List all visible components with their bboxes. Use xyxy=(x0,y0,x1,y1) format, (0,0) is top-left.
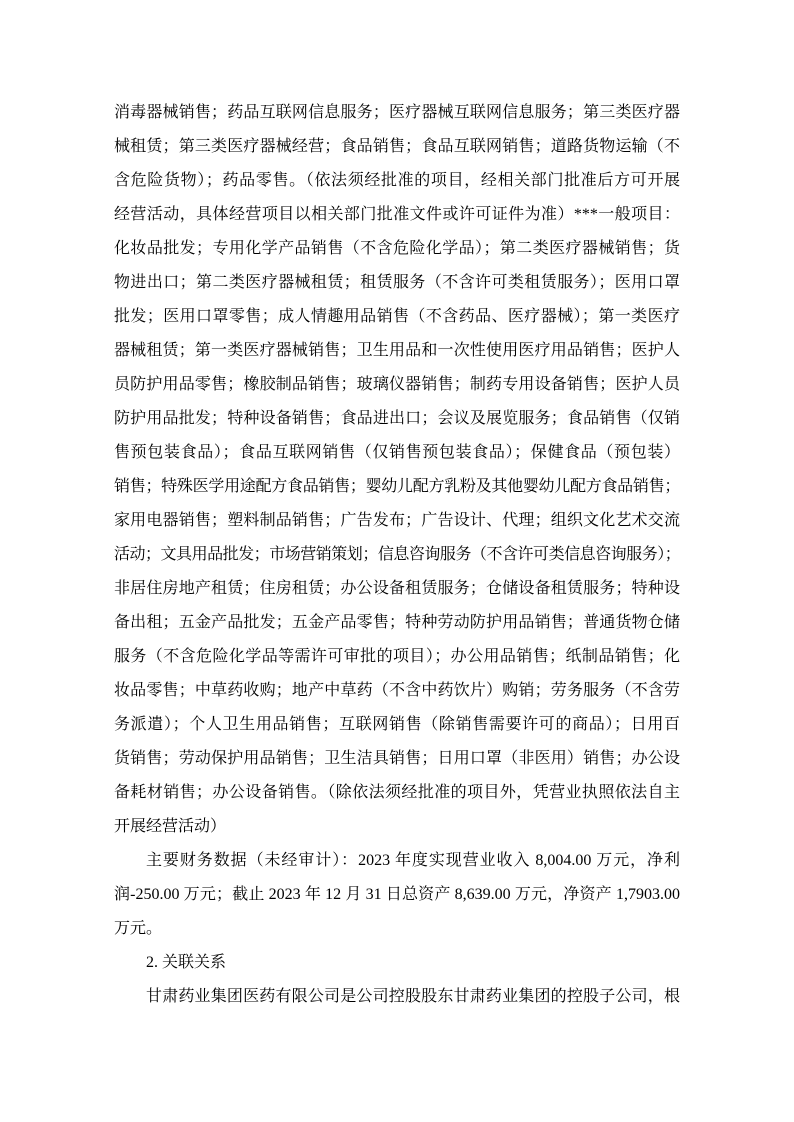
text-line: 员防护用品零售；橡胶制品销售；玻璃仪器销售；制药专用设备销售；医护人员 xyxy=(114,376,680,393)
text-line: 2. 关联关系 xyxy=(146,954,227,971)
text-line: 备出租；五金产品批发；五金产品零售；特种劳动防护用品销售；普通货物仓储 xyxy=(114,614,680,631)
document-body xyxy=(114,96,680,1014)
text-line: 服务（不含危险化学品等需许可审批的项目）；办公用品销售；纸制品销售；化 xyxy=(114,648,680,665)
text-line: 开展经营活动） xyxy=(114,818,227,835)
text-line: 含危险货物）；药品零售。（依法须经批准的项目，经相关部门批准后方可开展 xyxy=(114,172,680,189)
text-line: 主要财务数据（未经审计）：2023 年度实现营业收入 8,004.00 万元，净利 xyxy=(146,852,680,869)
text-line: 润-250.00 万元；截止 2023 年 12 月 31 日总资产 8,639.00 万元，净资产 1,7903.00 xyxy=(114,886,680,903)
text-line: 家用电器销售；塑料制品销售；广告发布；广告设计、代理；组织文化艺术交流 xyxy=(114,512,680,529)
text-line: 活动；文具用品批发；市场营销策划；信息咨询服务（不含许可类信息咨询服务）； xyxy=(114,546,680,563)
text-line: 化妆品批发；专用化学产品销售（不含危险化学品）；第二类医疗器械销售；货 xyxy=(114,240,680,257)
text-line: 货销售；劳动保护用品销售；卫生洁具销售；日用口罩（非医用）销售；办公设 xyxy=(114,750,680,767)
text-line: 械租赁；第三类医疗器械经营；食品销售；食品互联网销售；道路货物运输（不 xyxy=(114,138,680,155)
text-line: 批发；医用口罩零售；成人情趣用品销售（不含药品、医疗器械）；第一类医疗 xyxy=(114,308,680,325)
text-line: 经营活动，具体经营项目以相关部门批准文件或许可证件为准）***一般项目： xyxy=(114,206,680,223)
text-line: 售预包装食品）；食品互联网销售（仅销售预包装食品）；保健食品（预包装） xyxy=(114,444,680,461)
text-line: 防护用品批发；特种设备销售；食品进出口；会议及展览服务；食品销售（仅销 xyxy=(114,410,680,427)
text-line: 器械租赁；第一类医疗器械销售；卫生用品和一次性使用医疗用品销售；医护人 xyxy=(114,342,680,359)
text-line: 务派遣）；个人卫生用品销售；互联网销售（除销售需要许可的商品）；日用百 xyxy=(114,716,680,733)
text-line: 备耗材销售；办公设备销售。（除依法须经批准的项目外，凭营业执照依法自主 xyxy=(114,784,680,801)
text-line: 销售；特殊医学用途配方食品销售；婴幼儿配方乳粉及其他婴幼儿配方食品销售； xyxy=(114,478,680,495)
text-line: 消毒器械销售；药品互联网信息服务；医疗器械互联网信息服务；第三类医疗器 xyxy=(114,104,680,121)
text-line: 甘肃药业集团医药有限公司是公司控股股东甘肃药业集团的控股子公司，根 xyxy=(146,988,680,1005)
text-line: 非居住房地产租赁；住房租赁；办公设备租赁服务；仓储设备租赁服务；特种设 xyxy=(114,580,680,597)
text-line: 物进出口；第二类医疗器械租赁；租赁服务（不含许可类租赁服务）；医用口罩 xyxy=(114,274,680,291)
text-line: 妆品零售；中草药收购；地产中草药（不含中药饮片）购销；劳务服务（不含劳 xyxy=(114,682,680,699)
text-line: 万元。 xyxy=(114,920,163,937)
